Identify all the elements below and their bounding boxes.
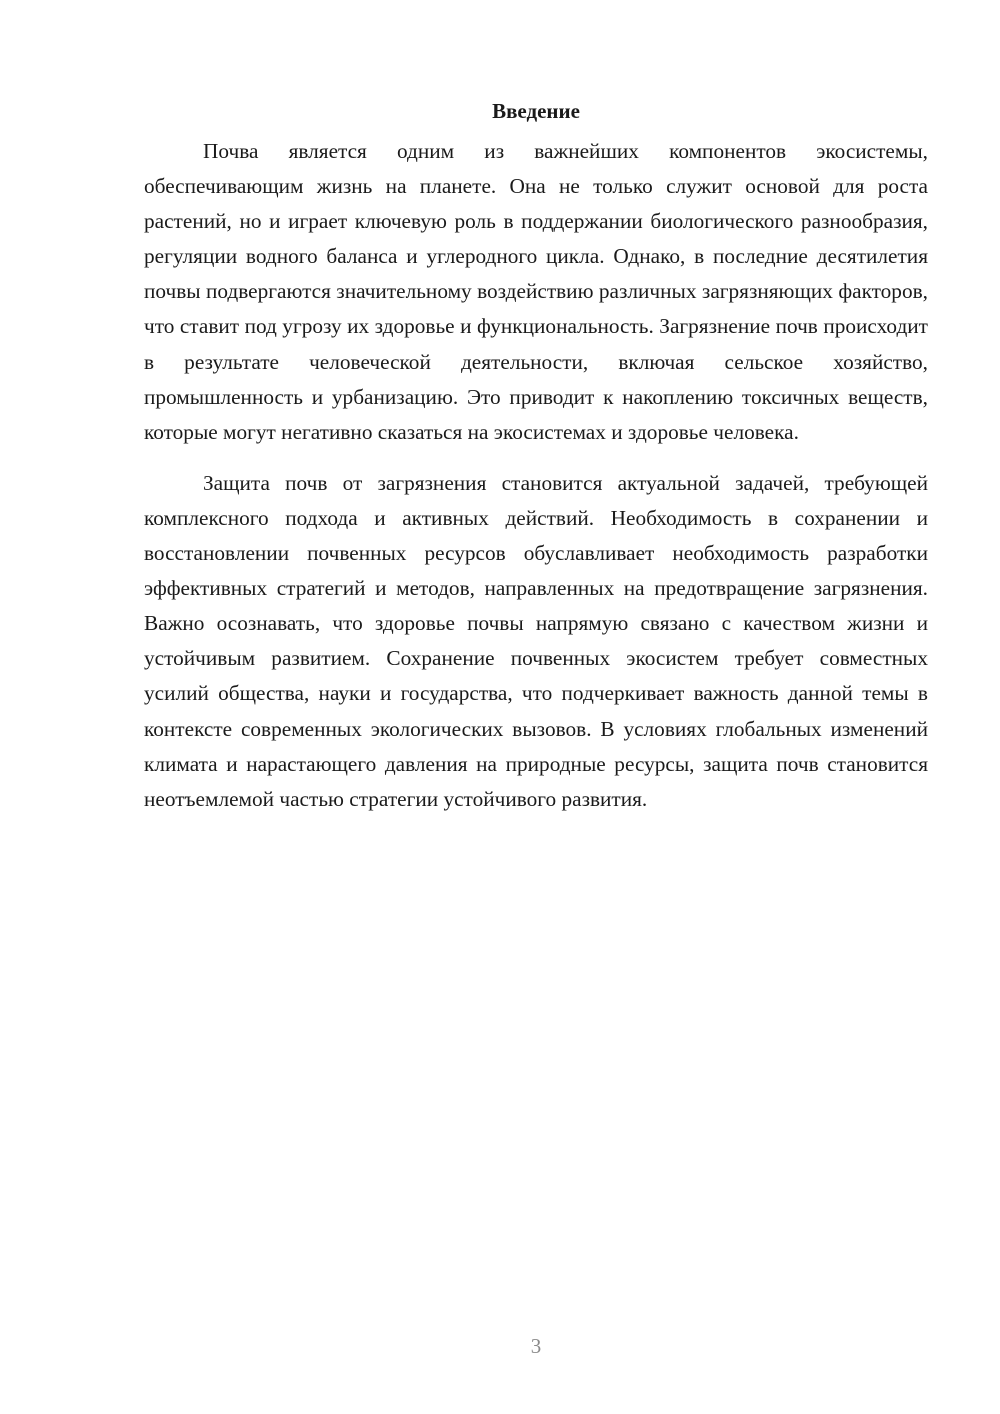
paragraph-2: Защита почв от загрязнения становится актуальной задачей, требующей комплексного подхода и активных действий. Необходимость в сохранении и восстановлении почвенных ресурсов обуславливает необходимость разработки эффективных стратегий и методов, направленных на предотвращение загрязнения. Важно осознавать, что здоровье почвы напрямую связано с качеством жизни и устойчивым развитием. Сохранение почвенных экосистем требует совместных усилий общества, науки и государства, что подчеркивает важность данной темы в контексте современных экологических вызовов. В условиях глобальных изменений климата и нарастающего давления на природные ресурсы, защита почв становится неотъемлемой частью стратегии устойчивого развития. <box>144 470 928 811</box>
section-title: Введение <box>492 99 580 123</box>
paragraph-1: Почва является одним из важнейших компонентов экосистемы, обеспечивающим жизнь на планете. Она не только служит основой для роста растений, но и играет ключевую роль в поддержании биологического разнообразия, регуляции водного баланса и углеродного цикла. Однако, в последние десятилетия почвы подвергаются значительному воздействию различных загрязняющих факторов, что ставит под угрозу их здоровье и функциональность. Загрязнение почв происходит в результате человеческой деятельности, включая сельское хозяйство, промышленность и урбанизацию. Это приводит к накоплению токсичных веществ, которые могут негативно сказаться на экосистемах и здоровье человека. <box>144 139 928 444</box>
page-content <box>144 94 928 817</box>
page-number: 3 <box>530 1334 542 1358</box>
